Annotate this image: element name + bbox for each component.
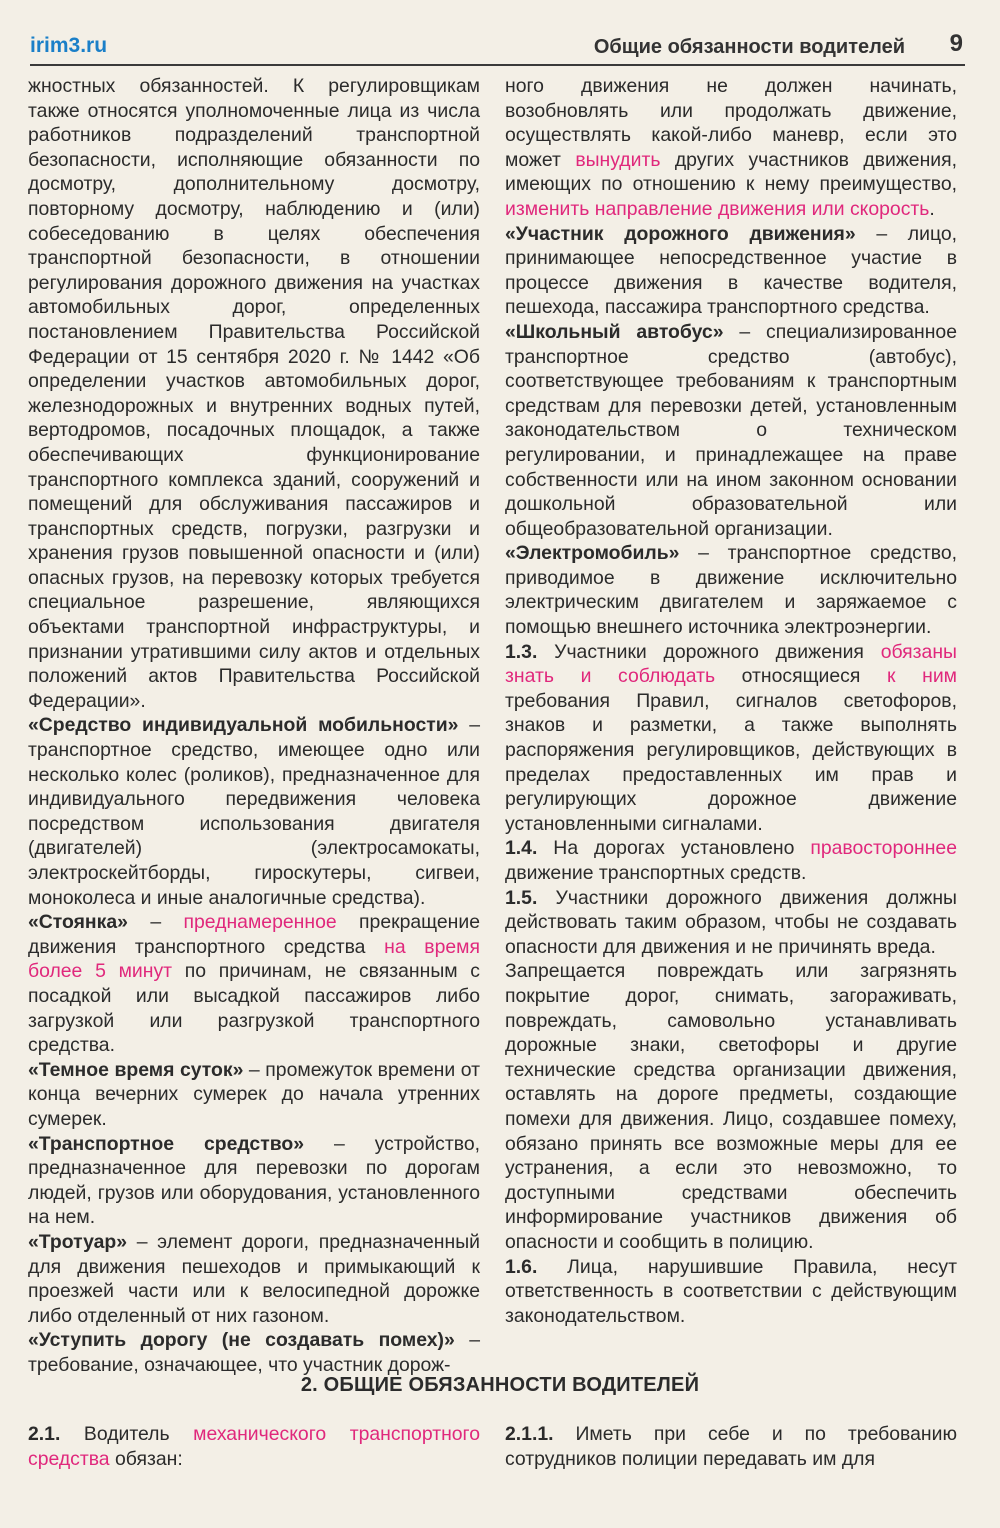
definition-text: ного движения не должен начинать, возобновлять или продолжать движение, осуществлять какой-либо маневр, если это может: [505, 75, 957, 171]
clause-text: Участники дорожного движения должны действовать таким образом, чтобы не создавать опасности для движения и не причинять вреда.: [505, 886, 957, 958]
dash: –: [127, 911, 184, 934]
clause-text: относящиеся: [715, 665, 887, 688]
definition-text: по причинам, не связанным с посадкой или высадкой пассажиров либо загрузкой или разгрузкой транспортного средства.: [28, 960, 481, 1057]
prohibition-paragraph: Запрещается повреждать или загрязнять покрытие дорог, снимать, загораживать, повреждать, самовольно устанавливать дорожные знаки, светофоры и другие технические средства организации движения, оставлять на дороге предметы, создающие помехи для движения. Лицо, создавшее помеху, обязано принять все возможные меры для ее устранения, а если это невозможно, то доступными средствами обеспечить информирование участников движения об опасности и сообщить в полицию.: [505, 960, 957, 1253]
clause-2-1: [28, 1422, 480, 1472]
definition-term: «Уступить дорогу (не создавать помех)»: [28, 1329, 455, 1352]
page-number: 9: [949, 30, 963, 57]
clause-1-5: [505, 886, 957, 960]
bottom-right-column: [505, 1422, 957, 1472]
continuation-paragraph: жностных обязанностей. К регулировщикам также относятся уполномоченные лица из числа работников подразделений транспортной безопасности, исполняющие обязанности по досмотру, дополнительному досмотру, повторному досмотру, наблюдению и (или) собеседованию в целях обеспечения транспортной безопасности, в отношении регулирования дорожного движения на участках автомобильных дорог, определенных постановлением Правительства Российской Федерации от 15 сентября 2020 г. № 1442 «Об определении участков автомобильных дорог, железнодорожных и внутренних водных путей, вертодромов, посадочных площадок, а также обеспечивающих функционирование транспортного комплекса зданий, сооружений и помещений для обслуживания пассажиров и транспортных средств, погрузки, разгрузки и хранения грузов повышенной опасности и (или) опасных грузов, на перевозку которых требуется специальное разрешение, являющихся объектами транспортной инфраструктуры, и признании утратившими силу актов и отдельных положений актов Правительства Российской Федерации».: [28, 75, 480, 712]
clause-number: 2.1.: [28, 1423, 61, 1445]
definition-text: – специализированное транспортное средство (автобус), соответствующее требованиям к транспортным средствам для перевозки детей, установленным законодательством о техническом регулировании, и принадлежащее на праве собственности или на ином законном основании дошкольной образовательной или общеобразовательной организации.: [505, 320, 957, 540]
clause-text: Иметь при себе и по требованию сотрудников полиции передавать им для: [505, 1423, 957, 1470]
bottom-left-column: [28, 1422, 480, 1472]
definition-term: «Участник дорожного движения»: [505, 222, 856, 245]
clause-2-1-1: [505, 1422, 957, 1472]
clause-text: Водитель: [60, 1423, 194, 1445]
definition-term: «Транспортное средство»: [28, 1132, 304, 1155]
definition-term: «Стоянка»: [28, 911, 128, 934]
definition-electric-car: [505, 541, 957, 639]
definition-vehicle: [28, 1132, 480, 1230]
clause-text: Участники дорожного движения: [537, 640, 881, 663]
definition-term: «Средство индивидуальной мобильности»: [28, 714, 459, 737]
definition-parking: [28, 910, 480, 1058]
definition-text: – промежуток времени от конца вечерних сумерек до начала утренних сумерек.: [28, 1058, 480, 1130]
clause-text: движение транспортных средств.: [505, 862, 807, 884]
clause-text: требования Правил, сигналов светофоров, знаков и разметки, а также выполнять распоряжения регулировщиков, действующих в пределах предоставленных им прав и регулирующих дорожное движение установленными сигналами.: [505, 689, 957, 835]
definition-text: .: [929, 197, 935, 220]
clause-number: 1.4.: [505, 837, 538, 860]
highlight-text: вынудить: [575, 148, 661, 171]
clause-number: 2.1.1.: [505, 1423, 554, 1445]
clause-text: Лица, нарушившие Правила, несут ответственность в соответствии с действующим законодательством.: [505, 1255, 957, 1327]
highlight-text: механического транспортного средства: [28, 1423, 480, 1470]
clause-text: обязан:: [109, 1448, 183, 1470]
definition-text: – транспортное средство, приводимое в движение исключительно электрическим двигателем и заряжаемое с помощью внешнего источника электроэнергии.: [505, 542, 957, 639]
definition-term: «Тротуар»: [28, 1230, 128, 1253]
clause-number: 1.6.: [505, 1255, 538, 1278]
definition-sidewalk: [28, 1230, 480, 1328]
section-heading: 2. ОБЩИЕ ОБЯЗАННОСТИ ВОДИТЕЛЕЙ: [300, 1374, 700, 1396]
definition-text: – лицо, принимающее непосредственное участие в процессе движения в качестве водителя, пешехода, пассажира транспортного средства.: [505, 222, 958, 319]
page-header: [30, 30, 965, 66]
definition-school-bus: [505, 320, 957, 541]
definition-term: «Школьный автобус»: [505, 320, 724, 343]
definition-yield: [28, 1328, 480, 1377]
definition-road-participant: [505, 222, 957, 320]
definition-term: «Темное время суток»: [28, 1058, 244, 1081]
highlight-text: правостороннее: [810, 837, 957, 860]
clause-number: 1.3.: [505, 640, 538, 663]
definition-yield-continued: [505, 74, 957, 222]
highlight-text: на время более 5 минут: [28, 935, 480, 983]
definition-text: – устройство, предназначенное для перевозки по дорогам людей, грузов или оборудования, установленного на нем.: [28, 1132, 480, 1229]
highlight-text: обязаны знать и соблюдать: [505, 640, 957, 688]
right-column: [505, 74, 957, 1328]
site-logo: irim3.ru: [30, 34, 108, 57]
highlight-text: изменить направление движения или скорость: [505, 197, 930, 220]
clause-text: На дорогах установлено: [537, 837, 811, 860]
highlight-text: преднамеренное: [183, 911, 337, 934]
clause-1-6: [505, 1255, 957, 1329]
definition-text: – элемент дороги, предназначенный для движения пешеходов и примыкающий к проезжей части или к велосипедной дорожке либо отделенный от них газоном.: [28, 1230, 480, 1327]
clause-1-3: [505, 640, 957, 837]
clause-number: 1.5.: [505, 886, 538, 909]
highlight-text: к ним: [887, 665, 957, 688]
left-column: [28, 74, 480, 1377]
clause-1-4: [505, 836, 957, 885]
definition-text: – транспортное средство, имеющее одно или несколько колес (роликов), предназначенное для индивидуального передвижения человека посредством использования двигателя (двигателей) (электросамокаты, электроскейтборды, гироскутеры, сигвеи, моноколеса и иные аналогичные средства).: [28, 714, 480, 909]
definition-term: «Электромобиль»: [505, 542, 680, 565]
definition-dark-time: [28, 1058, 480, 1132]
definition-text: – требование, означающее, что участник дорож-: [28, 1329, 480, 1376]
running-title: Общие обязанности водителей: [593, 36, 905, 58]
definition-text: других участников движения, имеющих по отношению к нему преимущество,: [505, 148, 957, 196]
definition-text: прекращение движения транспортного средства: [28, 911, 481, 958]
definition-personal-mobility: [28, 713, 480, 910]
